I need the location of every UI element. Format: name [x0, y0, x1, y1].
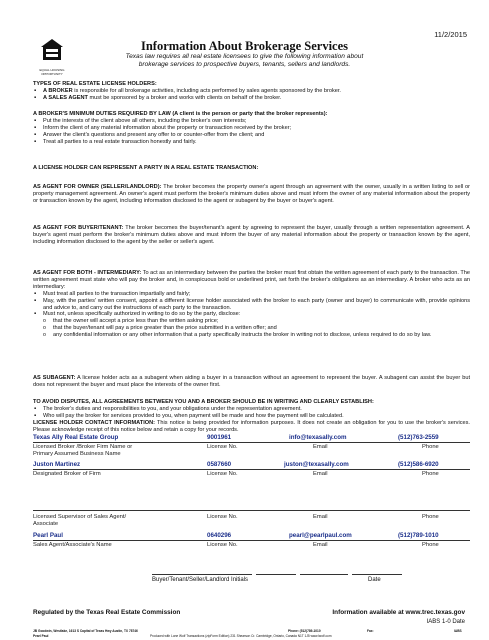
- subtitle-line: brokerage services to prospective buyers, tenants, sellers and landlords.: [138, 61, 351, 68]
- sales-agent-name[interactable]: Pearl Paul: [33, 532, 63, 539]
- license-label: License No.: [207, 542, 238, 548]
- initials-field[interactable]: [256, 574, 296, 575]
- sales-agent-phone[interactable]: (512)789-1010: [398, 532, 439, 539]
- form-id: IABS 1-0 Date: [426, 619, 465, 625]
- field-label: Primary Assumed Business Name: [33, 451, 121, 457]
- subagent-section: AS SUBAGENT: A license holder acts as a subagent when aiding a buyer in a transaction without an agreement to represent the buyer. A subagent can assist the buyer but does not represent the buyer and must place the interests of the owner first.: [33, 375, 470, 388]
- list-item: ▪ A BROKER is responsible for all brokerage activities, including acts performed by sales agents sponsored by the broker.: [33, 88, 470, 95]
- field-label: Licensed Supervisor of Sales Agent/: [33, 514, 127, 520]
- initials-field[interactable]: [152, 574, 252, 575]
- broker-email[interactable]: info@texasally.com: [289, 434, 347, 441]
- broker-license[interactable]: 9001961: [207, 434, 232, 441]
- license-types-section: [33, 81, 470, 102]
- phone-label: Phone: [422, 471, 439, 477]
- section-heading: A LICENSE HOLDER CAN REPRESENT A PARTY IN A REAL ESTATE TRANSACTION:: [33, 165, 259, 171]
- list-item: ▪ Inform the client of any material information about the property or transaction received by the broker;: [33, 125, 470, 132]
- email-label: Email: [313, 542, 328, 548]
- footer-agent: Pearl Paul: [33, 634, 49, 638]
- license-label: License No.: [207, 444, 238, 450]
- field-underline[interactable]: [33, 510, 470, 511]
- software-credit: Produced with Lone Wolf Transactions (zipForm Edition) 231 Shearson Cr. Cambridge, Ontario, Canada N1T 1J5 www.lwolf.com: [150, 634, 332, 638]
- list-item: ▪ The broker's duties and responsibilities to you, and your obligations under the representation agreement.: [33, 406, 470, 413]
- designated-broker-email[interactable]: juston@texasally.com: [284, 461, 349, 468]
- designated-broker-name[interactable]: Juston Martinez: [33, 461, 81, 468]
- list-item: ▪ Put the interests of the client above all others, including the broker's own interests;: [33, 118, 470, 125]
- footer-form-code: IABS: [454, 629, 462, 633]
- sub-list-item: o that the buyer/tenant will pay a price greater than the price submitted in a written offer; and: [33, 325, 470, 332]
- section-heading: TO AVOID DISPUTES, ALL AGREEMENTS BETWEEN YOU AND A BROKER SHOULD BE IN WRITING AND CLEARLY ESTABLISH:: [33, 399, 374, 405]
- contact-info-section: LICENSE HOLDER CONTACT INFORMATION: This notice is being provided for information purposes. It does not create an obligation for you to use the broker's services. Please acknowledge receipt of this notice below and retain a copy for your records.: [33, 420, 470, 433]
- subtitle-line: Texas law requires all real estate licensees to give the following information about: [125, 53, 364, 60]
- field-label: Designated Broker of Firm: [33, 471, 101, 477]
- field-label: Sales Agent/Associate's Name: [33, 542, 112, 548]
- license-label: License No.: [207, 514, 238, 520]
- date-field[interactable]: [352, 574, 402, 575]
- list-item: ▪ Treat all parties to a real estate transaction honestly and fairly.: [33, 139, 470, 146]
- list-item: ▪ Must treat all parties to the transaction impartially and fairly;: [33, 291, 470, 298]
- license-label: License No.: [207, 471, 238, 477]
- field-label: Associate: [33, 521, 59, 527]
- broker-firm-name[interactable]: Texas Ally Real Estate Group: [33, 434, 119, 441]
- email-label: Email: [313, 471, 328, 477]
- list-item: ▪ May, with the parties' written consent, appoint a different license holder associated with the broker to each party (owner and buyer) to communicate with, provide opinions and advice to, and carry out the instructions of each party to the transaction.: [33, 298, 470, 312]
- field-underline: [33, 442, 470, 443]
- phone-label: Phone: [422, 514, 439, 520]
- page-subtitle: [0, 53, 489, 69]
- intermediary-section: AS AGENT FOR BOTH - INTERMEDIARY: To act as an intermediary between the parties the broker must first obtain the written agreement of each party to the transaction. The written agreement must state who will pay the broker and, in conspicuous bold or underlined print, set forth the broker's obligations as an intermediary. A broker who acts as an intermediary: ▪ Must treat all parties to the transaction impartially and fairly; ▪ May, with the parties' written consent, appoint a different license holder associated with the broker to each party (owner and buyer) to communicate with, provide opinions and advice to, and carry out the instructions of each party to the transaction. ▪ Must not, unless specifically authorized in writing to do so by the party, disclose: o that the owner will accept a price less than the written asking price; o that the buyer/tenant will pay a price greater than the price submitted in a written offer; and o any confidential information or any other information that a party specifically instructs the broker in writing not to disclose, unless required to do so by law.: [33, 270, 470, 339]
- field-label: Licensed Broker /Broker Firm Name or: [33, 444, 133, 450]
- sales-agent-email[interactable]: pearl@pearlpaul.com: [289, 532, 352, 539]
- buyer-agent-section: AS AGENT FOR BUYER/TENANT: The broker becomes the buyer/tenant's agent by agreeing to represent the buyer, usually through a written representation agreement. A buyer's agent must perform the broker's minimum duties above and must inform the buyer of any material information about the property or transaction known by the agent, including information disclosed to the agent by the seller or seller's agent.: [33, 225, 471, 245]
- sales-agent-license[interactable]: 0640296: [207, 532, 232, 539]
- field-underline: [33, 469, 470, 470]
- section-heading: A BROKER'S MINIMUM DUTIES REQUIRED BY LAW (A client is the person or party that the broker represents):: [33, 111, 328, 117]
- email-label: Email: [313, 514, 328, 520]
- phone-label: Phone: [422, 444, 439, 450]
- disputes-section: [33, 399, 470, 420]
- list-item: ▪ Who will pay the broker for services provided to you, when payment will be made and how the payment will be calculated.: [33, 413, 470, 420]
- broker-address: JB Goodwin, Westlake, 1613 S Capital of Texas Hwy Austin, TX 78746: [33, 629, 138, 633]
- designated-broker-phone[interactable]: (512)586-6920: [398, 461, 439, 468]
- designated-broker-license[interactable]: 0587660: [207, 461, 232, 468]
- initials-label: Buyer/Tenant/Seller/Landlord Initials: [152, 577, 249, 583]
- page-title: Information About Brokerage Services: [140, 39, 349, 53]
- regulated-by: Regulated by the Texas Real Estate Commission: [33, 609, 181, 616]
- phone-label: Phone: [422, 542, 439, 548]
- field-underline: [33, 540, 470, 541]
- info-link[interactable]: Information available at www.trec.texas.gov: [332, 609, 465, 616]
- broker-phone[interactable]: (512)763-2559: [398, 434, 439, 441]
- form-date: 11/2/2015: [434, 30, 467, 39]
- minimum-duties-section: [33, 111, 470, 146]
- sub-list-item: o that the owner will accept a price less than the written asking price;: [33, 318, 470, 325]
- footer-phone: Phone: (512)789-1010: [288, 629, 321, 633]
- owner-agent-section: AS AGENT FOR OWNER (SELLER/LANDLORD): The broker becomes the property owner's agent through an agreement with the owner, usually in a written listing to sell or property management agreement. An owner's agent must perform the broker's minimum duties above and must inform the owner of any material information about the property or transaction known by the agent, including information disclosed to the agent or subagent by the buyer or buyer's agent.: [33, 184, 470, 204]
- email-label: Email: [313, 444, 328, 450]
- date-label: Date: [368, 577, 381, 583]
- section-heading: TYPES OF REAL ESTATE LICENSE HOLDERS:: [33, 81, 157, 87]
- sub-list-item: o any confidential information or any other information that a party specifically instructs the broker in writing not to disclose, unless required to do so by law.: [33, 332, 470, 339]
- footer-fax: Fax:: [367, 629, 374, 633]
- logo-caption: EQUAL HOUSING OPPORTUNITY: [39, 68, 65, 76]
- initials-field[interactable]: [300, 574, 348, 575]
- list-item: ▪ Answer the client's questions and present any offer to or counter-offer from the client; and: [33, 132, 470, 139]
- list-item: ▪ A SALES AGENT must be sponsored by a broker and works with clients on behalf of the broker.: [33, 95, 470, 102]
- list-item: ▪ Must not, unless specifically authorized in writing to do so by the party, disclose:: [33, 311, 470, 318]
